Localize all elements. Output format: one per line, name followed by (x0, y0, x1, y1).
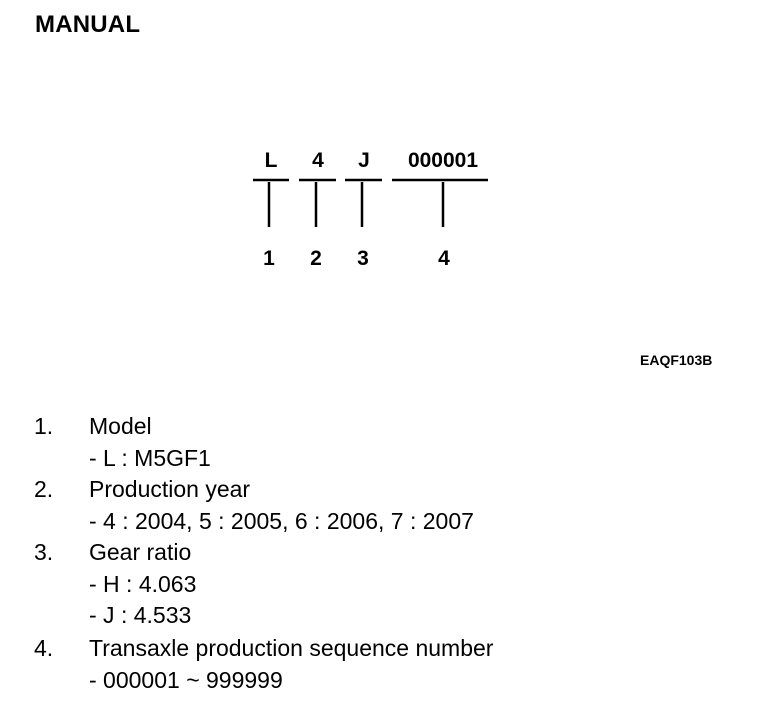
legend-value-sequence-number: - 000001 ~ 999999 (89, 667, 283, 693)
legend-title-model: Model (89, 413, 152, 439)
legend-value-gear-ratio-h: - H : 4.063 (89, 571, 197, 597)
code-char-gear: J (358, 149, 370, 172)
legend-value-gear-ratio-j: - J : 4.533 (89, 602, 192, 628)
legend-value-model: - L : M5GF1 (89, 445, 211, 471)
legend-number-2: 2. (34, 476, 54, 502)
code-index-1: 1 (263, 247, 275, 270)
code-char-model: L (264, 149, 278, 172)
page-heading: MANUAL (35, 11, 141, 38)
code-index-3: 3 (357, 247, 369, 270)
code-char-sequence: 000001 (407, 149, 479, 172)
code-char-year: 4 (312, 149, 324, 172)
legend-number-4: 4. (34, 635, 54, 661)
legend-title-production-year: Production year (89, 476, 251, 502)
figure-reference-code: EAQF103B (640, 352, 713, 368)
legend-number-3: 3. (34, 539, 54, 565)
code-index-4: 4 (438, 247, 450, 270)
legend-title-gear-ratio: Gear ratio (89, 539, 192, 565)
legend-title-sequence-number: Transaxle production sequence number (89, 635, 494, 661)
legend-number-1: 1. (34, 413, 54, 439)
code-index-2: 2 (310, 247, 322, 270)
legend-value-production-year: - 4 : 2004, 5 : 2005, 6 : 2006, 7 : 2007 (89, 508, 474, 534)
